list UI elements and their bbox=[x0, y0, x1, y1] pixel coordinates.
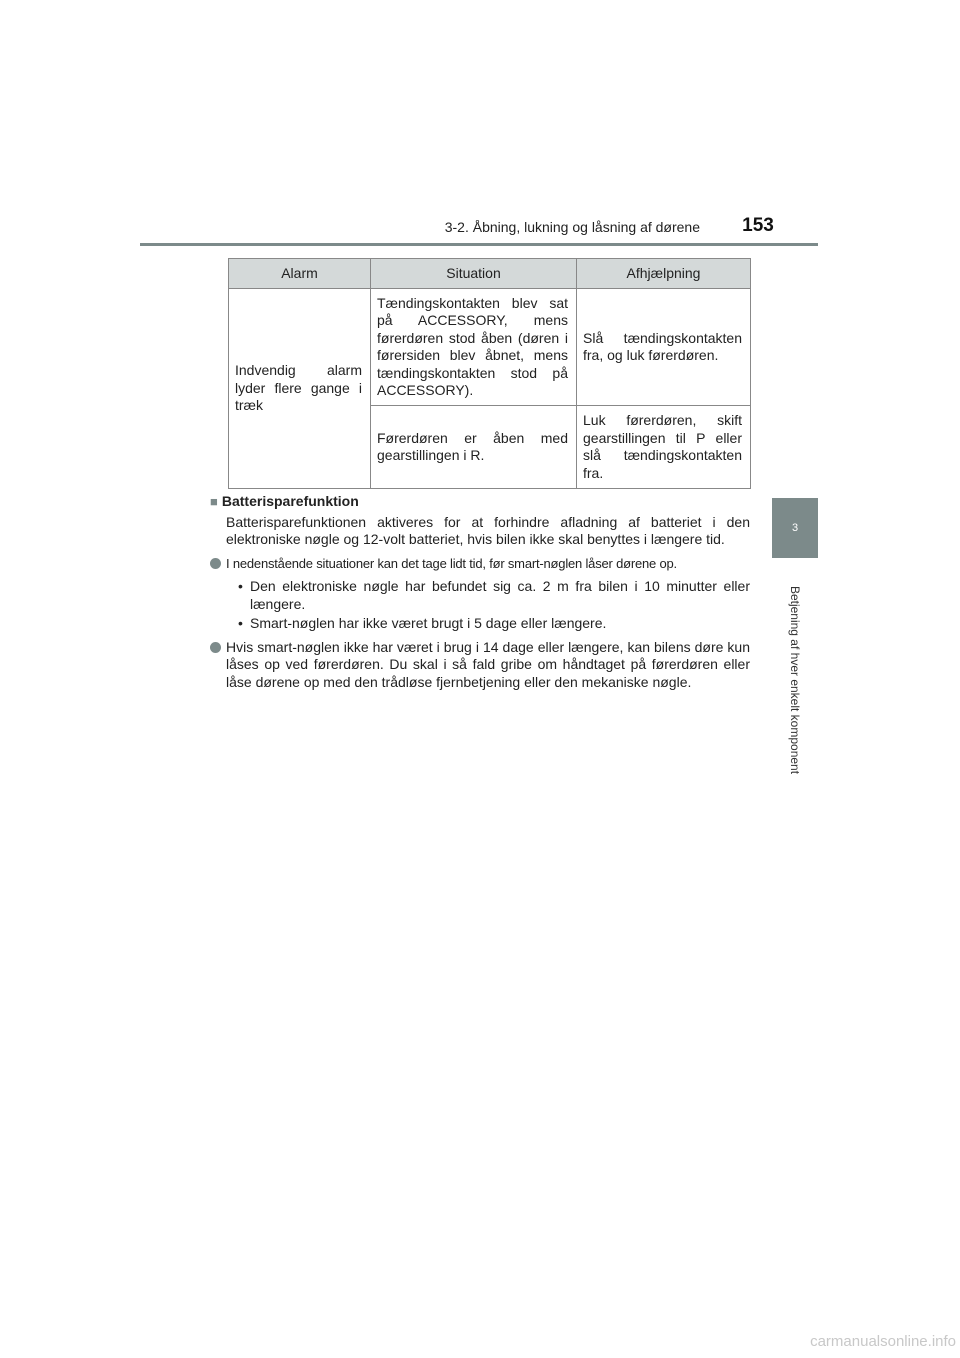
square-marker-icon: ■ bbox=[210, 494, 218, 509]
section-heading: ■ Batterisparefunktion bbox=[210, 493, 359, 509]
page-number: 153 bbox=[742, 215, 774, 236]
table-row bbox=[229, 289, 751, 406]
section-paragraph: Batterisparefunktionen aktiveres for at forhindre afladning af batteriet i den elektroniske nøgle og 12-volt batteriet, hvis bilen ikke skal benyttes i længere tid. bbox=[226, 513, 750, 547]
alarm-table bbox=[228, 258, 751, 489]
table-header-row bbox=[229, 259, 751, 289]
column-header: Situation bbox=[371, 259, 577, 289]
battery-saver-section bbox=[210, 493, 750, 691]
chapter-tab bbox=[772, 498, 818, 558]
section-title: 3-2. Åbning, lukning og låsning af dørene bbox=[444, 219, 700, 235]
chapter-number: 3 bbox=[791, 522, 799, 534]
column-header: Alarm bbox=[229, 259, 371, 289]
list-item: I nedenstående situationer kan det tage lidt tid, før smart-nøglen låser dørene op. bbox=[210, 555, 750, 573]
bullet-small-icon: • bbox=[238, 578, 243, 594]
watermark: carmanualsonline.info bbox=[810, 1333, 956, 1350]
sub-list-item: • Smart-nøglen har ikke været brugt i 5 dage eller længere. bbox=[238, 615, 607, 631]
sub-list-item: • Den elektroniske nøgle har befundet sig ca. 2 m fra bilen i 10 minutter eller længere. bbox=[238, 578, 750, 612]
situation-cell: Førerdøren er åben med gearstillingen i R. bbox=[371, 406, 577, 489]
remedy-cell: Luk førerdøren, skift gearstillingen til P eller slå tændingskontakten fra. bbox=[577, 406, 751, 489]
bullet-dot-icon bbox=[210, 558, 221, 569]
header-divider bbox=[140, 243, 818, 246]
situation-cell: Tændingskontakten blev sat på ACCESSORY, mens førerdøren stod åben (døren i førersiden blev åbnet, mens tændingskontakten stod på ACCESSORY). bbox=[371, 289, 577, 406]
remedy-cell: Slå tændingskontakten fra, og luk førerdøren. bbox=[577, 289, 751, 406]
alarm-cell: Indvendig alarm lyder flere gange i træk bbox=[229, 289, 371, 489]
chapter-title: Betjening af hver enkelt komponent bbox=[788, 585, 802, 775]
column-header: Afhjælpning bbox=[577, 259, 751, 289]
list-item: Hvis smart-nøglen ikke har været i brug i 14 dage eller længere, kan bilens døre kun låses op ved førerdøren. Du skal i så fald gribe om håndtaget på førerdøren eller låse dørene op med den trådløse fjernbetjening eller den mekaniske nøgle. bbox=[210, 639, 750, 692]
bullet-small-icon: • bbox=[238, 615, 243, 631]
bullet-dot-icon bbox=[210, 642, 221, 653]
